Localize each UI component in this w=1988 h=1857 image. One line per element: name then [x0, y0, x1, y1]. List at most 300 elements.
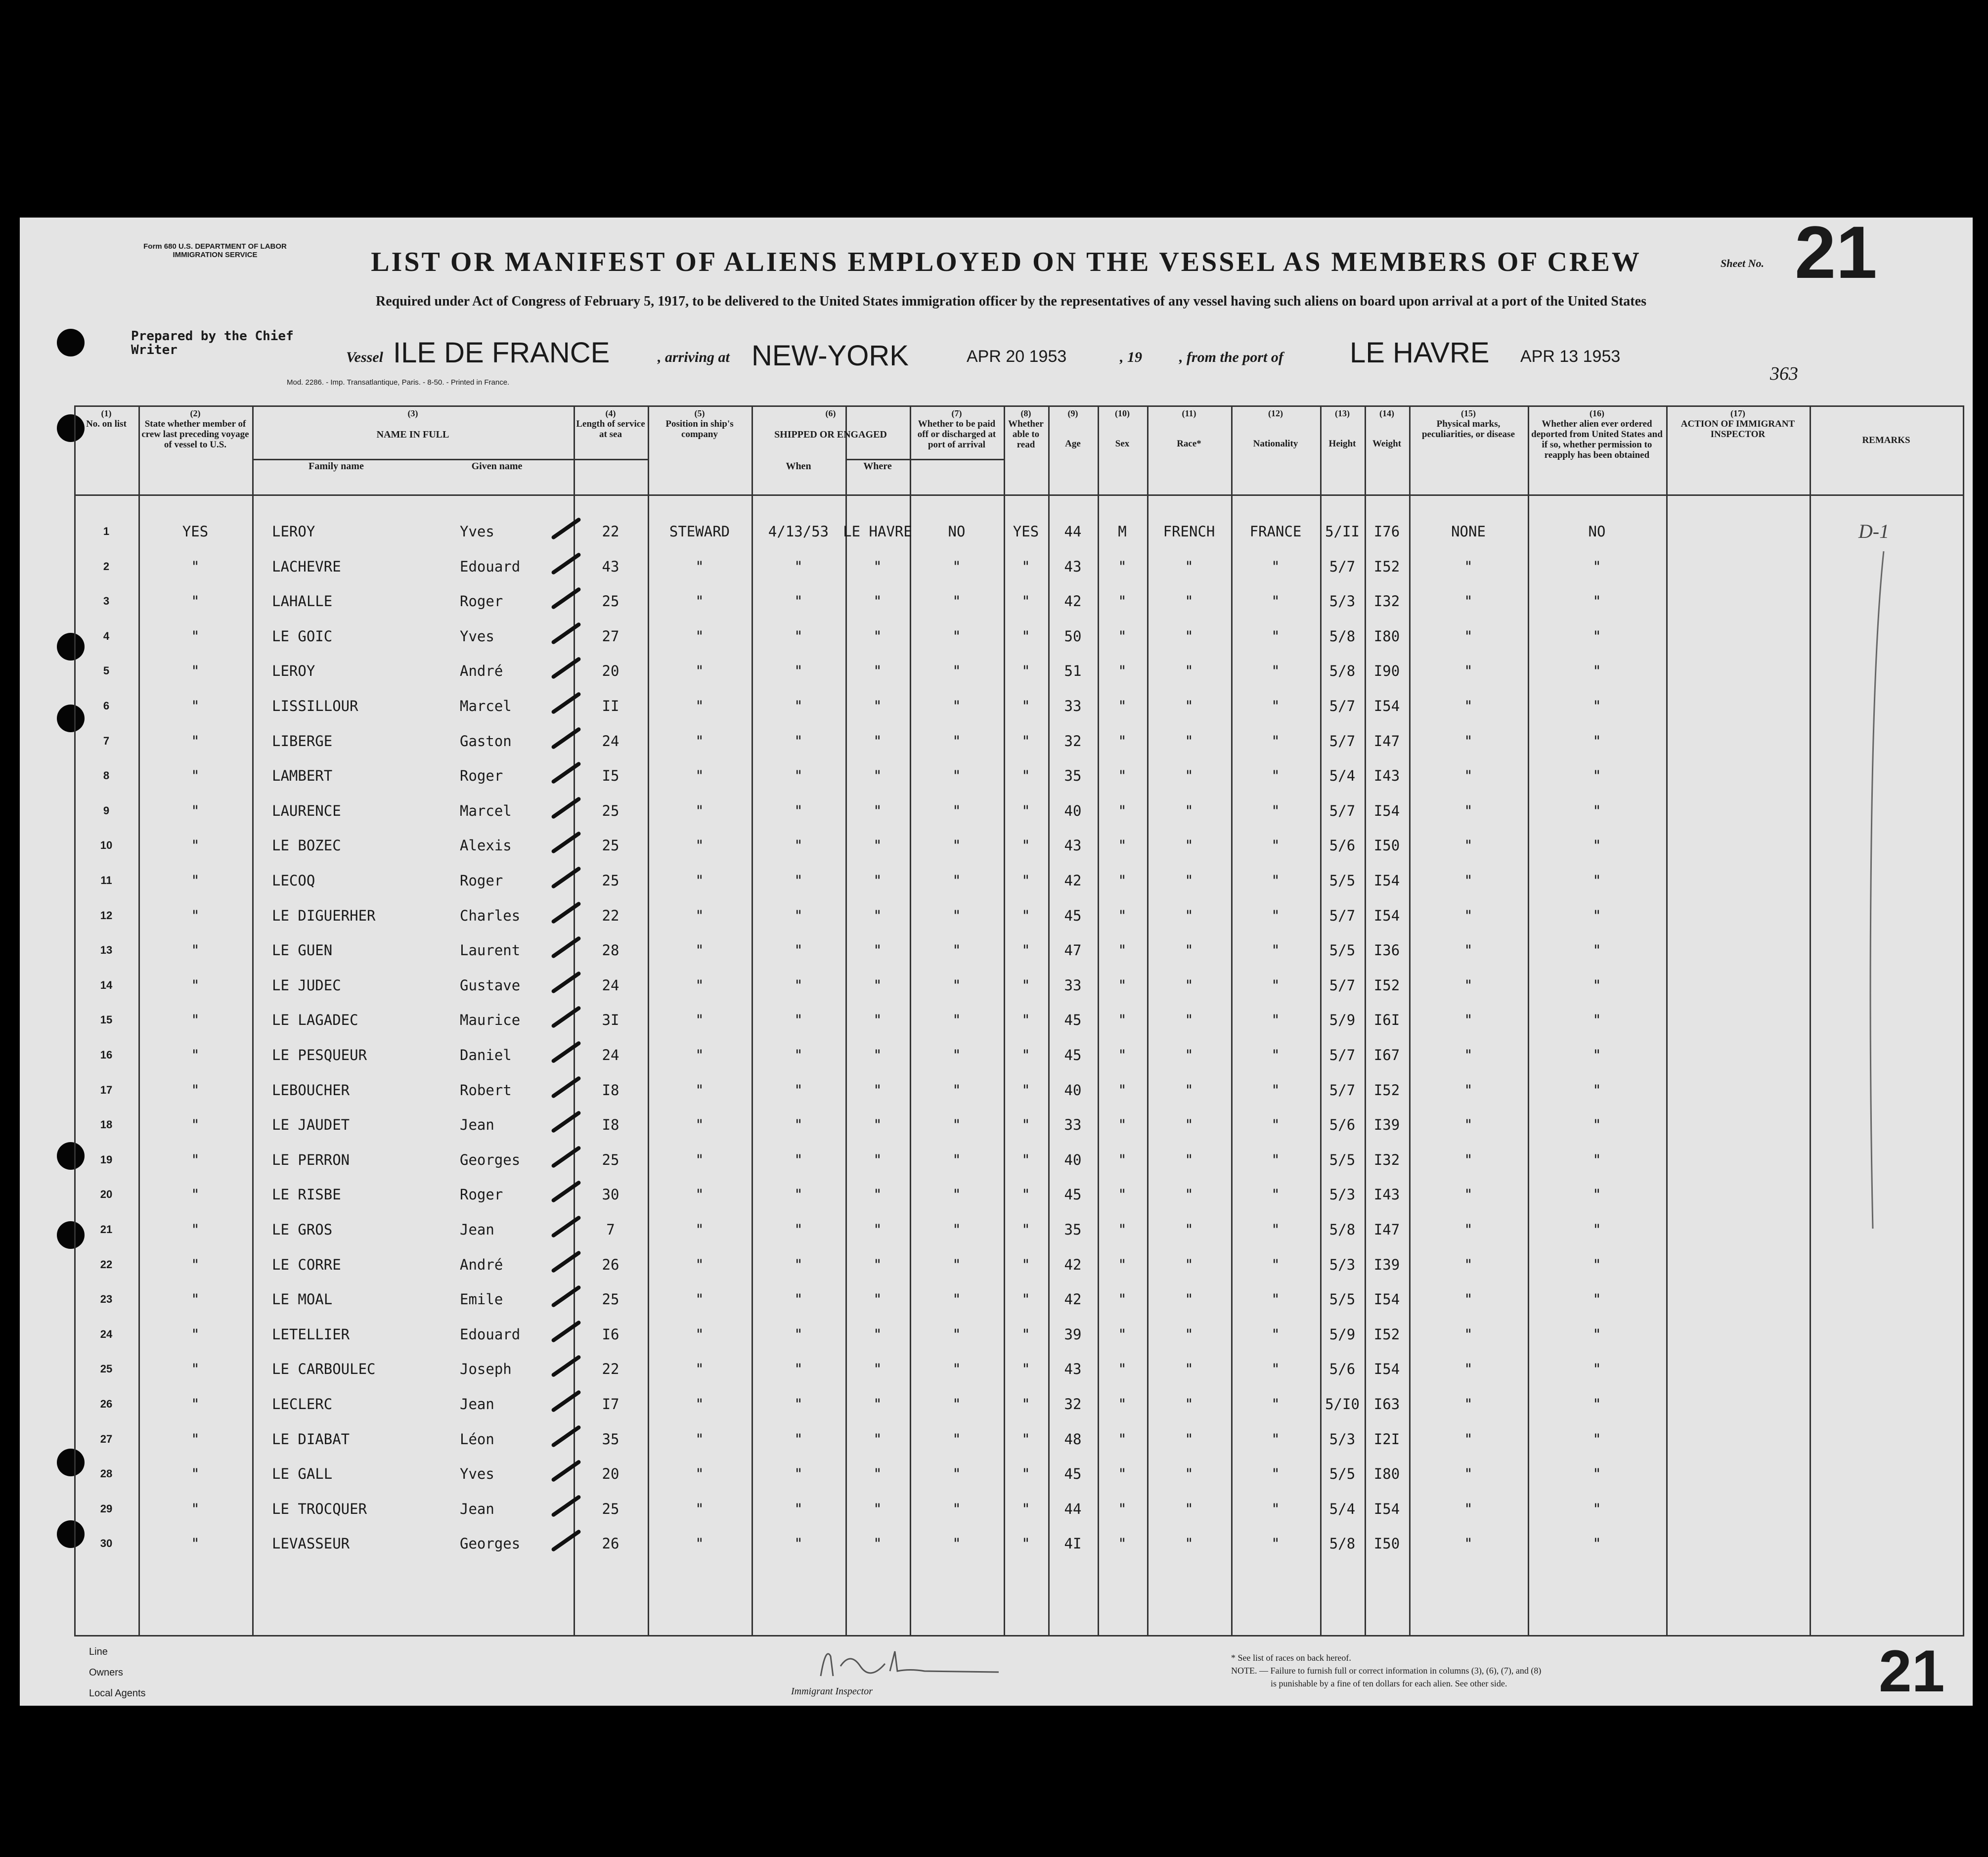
col-name-header — [254, 405, 572, 494]
sex-cell: " — [1118, 837, 1127, 854]
age-cell: 40 — [1064, 802, 1082, 819]
previous-voyage-cell: " — [191, 1256, 200, 1273]
previous-voyage-cell: " — [191, 1081, 200, 1099]
column-rule — [1409, 405, 1411, 1636]
service-cell: 25 — [602, 872, 619, 889]
shipped-where-cell: " — [873, 558, 882, 575]
service-cell: II — [602, 698, 619, 714]
age-cell: 42 — [1064, 593, 1082, 610]
previous-voyage-cell: " — [191, 1396, 200, 1413]
race-cell: " — [1185, 976, 1193, 994]
form-id: Form 680 U.S. DEPARTMENT OF LABOR IMMIGRATION SERVICE — [143, 242, 287, 259]
sex-cell: " — [1118, 558, 1127, 575]
prepared-by: Prepared by the Chief Writer — [131, 329, 294, 357]
column-rule — [1098, 405, 1099, 1636]
weight-cell: I43 — [1373, 1186, 1400, 1203]
row-number: 16 — [100, 1049, 113, 1061]
col-shipped-header — [753, 405, 908, 494]
check-mark — [551, 552, 581, 575]
check-mark — [551, 1110, 581, 1134]
race-cell: " — [1185, 1012, 1193, 1029]
paid-off-cell: " — [952, 1291, 961, 1308]
given-name-cell: Maurice — [460, 1012, 521, 1029]
shipped-where-cell: " — [873, 1047, 882, 1063]
position-cell: " — [695, 1256, 704, 1273]
sub-rule — [910, 459, 911, 494]
deported-cell: " — [1592, 976, 1601, 994]
read-cell: " — [1021, 593, 1030, 610]
height-cell: 5/4 — [1329, 1500, 1356, 1517]
age-cell: 39 — [1064, 1326, 1082, 1343]
sex-cell: " — [1118, 872, 1127, 889]
given-name-cell: Marcel — [460, 698, 512, 714]
family-name-cell: LISSILLOUR — [272, 698, 358, 714]
col-no-header — [76, 405, 136, 494]
col-age-header — [1050, 405, 1096, 494]
shipped-when-cell: " — [794, 802, 803, 819]
given-name-cell: Jean — [460, 1221, 494, 1238]
printer-info: Mod. 2286. - Imp. Transatlantique, Paris. - 8-50. - Printed in France. — [287, 378, 510, 387]
marks-cell: " — [1464, 627, 1473, 645]
row-number: 23 — [100, 1293, 113, 1306]
shipped-when-cell: 4/13/53 — [768, 523, 829, 540]
age-cell: 33 — [1064, 976, 1082, 994]
given-name-cell: Roger — [460, 767, 503, 785]
position-cell: " — [695, 663, 704, 680]
family-name-cell: LE PESQUEUR — [272, 1047, 367, 1063]
previous-voyage-cell: " — [191, 1012, 200, 1029]
race-cell: " — [1185, 1535, 1193, 1552]
given-name-cell: Alexis — [460, 837, 512, 854]
race-cell: " — [1185, 1221, 1193, 1238]
race-cell: FRENCH — [1163, 523, 1215, 540]
weight-cell: I54 — [1373, 1361, 1400, 1378]
page-title: LIST OR MANIFEST OF ALIENS EMPLOYED ON THE VESSEL AS MEMBERS OF CREW — [371, 247, 1641, 277]
nationality-cell: " — [1271, 1116, 1280, 1134]
previous-voyage-cell: " — [191, 942, 200, 959]
column-label: SHIPPED OR ENGAGED — [774, 429, 887, 440]
read-cell: " — [1021, 1116, 1030, 1134]
inspector-signature — [811, 1641, 1009, 1686]
shipped-where-cell: " — [873, 1012, 882, 1029]
given-name-cell: Yves — [460, 523, 494, 540]
read-cell: " — [1021, 1151, 1030, 1168]
read-cell: " — [1021, 732, 1030, 750]
previous-voyage-cell: " — [191, 907, 200, 924]
paid-off-cell: " — [952, 1151, 961, 1168]
height-cell: 5/I0 — [1325, 1396, 1360, 1413]
given-name-cell: André — [460, 1256, 503, 1273]
year-label: , 19 — [1120, 349, 1142, 365]
column-number: (8) — [1020, 408, 1031, 418]
nationality-cell: " — [1271, 732, 1280, 750]
deported-cell: " — [1592, 872, 1601, 889]
position-cell: " — [695, 837, 704, 854]
paid-off-cell: " — [952, 1396, 961, 1413]
height-cell: 5/3 — [1329, 1186, 1356, 1203]
nationality-cell: " — [1271, 1256, 1280, 1273]
weight-cell: I52 — [1373, 976, 1400, 994]
family-name-cell: LE DIABAT — [272, 1430, 350, 1448]
manifest-sheet — [20, 211, 1973, 1706]
sex-cell: " — [1118, 1535, 1127, 1552]
line-label: Line — [89, 1646, 108, 1657]
position-cell: " — [695, 1535, 704, 1552]
column-label: Whether able to read — [1008, 419, 1044, 450]
height-cell: 5/8 — [1329, 1221, 1356, 1238]
marks-cell: " — [1464, 1326, 1473, 1343]
service-cell: 26 — [602, 1535, 619, 1552]
weight-cell: I47 — [1373, 732, 1400, 750]
sex-cell: " — [1118, 767, 1127, 785]
sex-cell: " — [1118, 1361, 1127, 1378]
given-name-cell: Gaston — [460, 732, 512, 750]
shipped-where-cell: " — [873, 1430, 882, 1448]
deported-cell: " — [1592, 907, 1601, 924]
note-fine: NOTE. — Failure to furnish full or correct information in columns (3), (6), (7), and (8) — [1231, 1666, 1542, 1676]
given-name-cell: Robert — [460, 1081, 512, 1099]
marks-cell: " — [1464, 558, 1473, 575]
deported-cell: " — [1592, 1535, 1601, 1552]
column-label: Sex — [1115, 439, 1130, 449]
deported-cell: " — [1592, 558, 1601, 575]
nationality-cell: " — [1271, 1081, 1280, 1099]
given-name-cell: Joseph — [460, 1361, 512, 1378]
age-cell: 47 — [1064, 942, 1082, 959]
family-name-cell: LAHALLE — [272, 593, 333, 610]
weight-cell: I39 — [1373, 1116, 1400, 1134]
given-name-cell: Emile — [460, 1291, 503, 1308]
nationality-cell: " — [1271, 1326, 1280, 1343]
weight-cell: I50 — [1373, 837, 1400, 854]
family-name-cell: LAMBERT — [272, 767, 333, 785]
from-port: LE HAVRE — [1350, 337, 1490, 369]
height-cell: 5/7 — [1329, 976, 1356, 994]
position-cell: " — [695, 767, 704, 785]
weight-cell: I52 — [1373, 1326, 1400, 1343]
shipped-when-cell: " — [794, 1291, 803, 1308]
deported-cell: " — [1592, 1396, 1601, 1413]
col-weight-header — [1367, 405, 1407, 494]
column-label: Whether to be paid off or discharged at port of arrival — [917, 419, 996, 450]
position-cell: " — [695, 1465, 704, 1483]
sex-cell: " — [1118, 1012, 1127, 1029]
shipped-when-cell: " — [794, 732, 803, 750]
row-number: 29 — [100, 1502, 113, 1515]
given-name-cell: Daniel — [460, 1047, 512, 1063]
family-name-cell: LE RISBE — [272, 1186, 341, 1203]
check-mark — [551, 971, 581, 994]
age-cell: 44 — [1064, 1500, 1082, 1517]
family-name-cell: LEROY — [272, 663, 315, 680]
marks-cell: " — [1464, 802, 1473, 819]
shipped-when-cell: " — [794, 976, 803, 994]
column-rule — [138, 405, 140, 1636]
sheet-number: 21 — [1795, 211, 1877, 294]
sex-cell: " — [1118, 1151, 1127, 1168]
read-cell: " — [1021, 1291, 1030, 1308]
paid-off-cell: " — [952, 732, 961, 750]
check-mark — [551, 587, 581, 610]
family-name-cell: LE BOZEC — [272, 837, 341, 854]
check-mark — [551, 1424, 581, 1448]
given-name-cell: Roger — [460, 593, 503, 610]
age-cell: 43 — [1064, 558, 1082, 575]
column-label: Length of service at sea — [576, 419, 645, 440]
col-action-header — [1668, 405, 1808, 494]
column-rule — [1528, 405, 1529, 1636]
marks-cell: " — [1464, 593, 1473, 610]
weight-cell: I54 — [1373, 1291, 1400, 1308]
family-name-cell: LE GALL — [272, 1465, 333, 1483]
shipped-where-cell: " — [873, 1465, 882, 1483]
service-cell: 22 — [602, 1361, 619, 1378]
marks-cell: " — [1464, 1535, 1473, 1552]
nationality-cell: " — [1271, 1151, 1280, 1168]
read-cell: " — [1021, 907, 1030, 924]
previous-voyage-cell: " — [191, 1361, 200, 1378]
col-paid-off-header — [912, 405, 1002, 494]
deported-cell: " — [1592, 1081, 1601, 1099]
previous-voyage-cell: YES — [182, 523, 209, 540]
read-cell: " — [1021, 942, 1030, 959]
nationality-cell: " — [1271, 1396, 1280, 1413]
check-mark — [551, 1145, 581, 1168]
weight-cell: I67 — [1373, 1047, 1400, 1063]
race-cell: " — [1185, 627, 1193, 645]
family-name-cell: LE GOIC — [272, 627, 333, 645]
check-mark — [551, 1250, 581, 1273]
read-cell: " — [1021, 1361, 1030, 1378]
previous-voyage-cell: " — [191, 663, 200, 680]
age-cell: 40 — [1064, 1151, 1082, 1168]
row-number: 5 — [103, 664, 110, 677]
weight-cell: I54 — [1373, 1500, 1400, 1517]
service-cell: 22 — [602, 907, 619, 924]
weight-cell: I50 — [1373, 1535, 1400, 1552]
height-cell: 5/II — [1325, 523, 1360, 540]
height-cell: 5/6 — [1329, 1361, 1356, 1378]
note-races: * See list of races on back hereof. — [1231, 1653, 1351, 1663]
marks-cell: " — [1464, 1256, 1473, 1273]
shipped-when-cell: " — [794, 767, 803, 785]
position-cell: " — [695, 593, 704, 610]
shipped-when-cell: " — [794, 1151, 803, 1168]
race-cell: " — [1185, 1116, 1193, 1134]
col-nationality-header — [1233, 405, 1318, 494]
note-fine-cont: is punishable by a fine of ten dollars for each alien. See other side. — [1271, 1679, 1507, 1688]
height-cell: 5/3 — [1329, 593, 1356, 610]
shipped-when-cell: " — [794, 558, 803, 575]
read-cell: " — [1021, 1081, 1030, 1099]
column-number: (11) — [1182, 408, 1196, 418]
shipped-when-cell: " — [794, 1465, 803, 1483]
crew-table — [74, 405, 1963, 1636]
age-cell: 33 — [1064, 698, 1082, 714]
position-cell: " — [695, 1500, 704, 1517]
remark-line — [1854, 546, 1913, 1238]
deported-cell: " — [1592, 1012, 1601, 1029]
inspector-label: Immigrant Inspector — [791, 1686, 873, 1697]
age-cell: 45 — [1064, 907, 1082, 924]
height-cell: 5/6 — [1329, 1116, 1356, 1134]
height-cell: 5/5 — [1329, 1291, 1356, 1308]
given-name-cell: Laurent — [460, 942, 521, 959]
deported-cell: " — [1592, 732, 1601, 750]
paid-off-cell: " — [952, 942, 961, 959]
check-mark — [551, 1390, 581, 1413]
shipped-where-cell: " — [873, 663, 882, 680]
sex-cell: " — [1118, 1047, 1127, 1063]
column-rule — [751, 405, 753, 1636]
sex-cell: " — [1118, 1396, 1127, 1413]
position-cell: STEWARD — [669, 523, 730, 540]
position-cell: " — [695, 942, 704, 959]
column-number: (15) — [1461, 408, 1476, 418]
shipped-where-cell: " — [873, 732, 882, 750]
sex-cell: " — [1118, 1291, 1127, 1308]
weight-cell: I43 — [1373, 767, 1400, 785]
family-name-cell: LE LAGADEC — [272, 1012, 358, 1029]
position-cell: " — [695, 1430, 704, 1448]
height-cell: 5/7 — [1329, 558, 1356, 575]
service-cell: 25 — [602, 802, 619, 819]
height-cell: 5/5 — [1329, 872, 1356, 889]
previous-voyage-cell: " — [191, 1186, 200, 1203]
service-cell: 3I — [602, 1012, 619, 1029]
given-name-cell: Marcel — [460, 802, 512, 819]
position-cell: " — [695, 1396, 704, 1413]
race-cell: " — [1185, 1256, 1193, 1273]
subheader-family: Family name — [309, 461, 364, 472]
header-rule — [74, 494, 1963, 496]
deported-cell: " — [1592, 1047, 1601, 1063]
shipped-where-cell: " — [873, 872, 882, 889]
arrival-date: APR 20 1953 — [967, 347, 1067, 366]
height-cell: 5/7 — [1329, 1081, 1356, 1099]
service-cell: 20 — [602, 663, 619, 680]
footer-note — [1231, 1651, 1541, 1690]
service-cell: 25 — [602, 1291, 619, 1308]
nationality-cell: " — [1271, 802, 1280, 819]
row-number: 18 — [100, 1118, 113, 1131]
nationality-cell: " — [1271, 1430, 1280, 1448]
family-name-cell: LE JUDEC — [272, 976, 341, 994]
read-cell: " — [1021, 1326, 1030, 1343]
age-cell: 40 — [1064, 1081, 1082, 1099]
column-number: (16) — [1590, 408, 1604, 418]
service-cell: 25 — [602, 1500, 619, 1517]
check-mark — [551, 692, 581, 715]
shipped-when-cell: " — [794, 593, 803, 610]
deported-cell: " — [1592, 1361, 1601, 1378]
column-number: (10) — [1115, 408, 1130, 418]
race-cell: " — [1185, 1361, 1193, 1378]
sex-cell: " — [1118, 627, 1127, 645]
sex-cell: " — [1118, 1326, 1127, 1343]
column-label: Position in ship's company — [665, 419, 734, 440]
marks-cell: " — [1464, 872, 1473, 889]
race-cell: " — [1185, 907, 1193, 924]
position-cell: " — [695, 1326, 704, 1343]
deported-cell: " — [1592, 1221, 1601, 1238]
row-number: 26 — [100, 1398, 113, 1410]
service-cell: 43 — [602, 558, 619, 575]
shipped-when-cell: " — [794, 942, 803, 959]
previous-voyage-cell: " — [191, 1500, 200, 1517]
deported-cell: " — [1592, 663, 1601, 680]
deported-cell: " — [1592, 1151, 1601, 1168]
read-cell: " — [1021, 1465, 1030, 1483]
age-cell: 32 — [1064, 732, 1082, 750]
column-label: NAME IN FULL — [376, 429, 449, 440]
check-mark — [551, 1320, 581, 1343]
row-number: 21 — [100, 1223, 113, 1236]
shipped-when-cell: " — [794, 1430, 803, 1448]
column-rule — [252, 405, 254, 1636]
marks-cell: " — [1464, 1012, 1473, 1029]
deported-cell: " — [1592, 802, 1601, 819]
read-cell: " — [1021, 1535, 1030, 1552]
shipped-where-cell: " — [873, 1500, 882, 1517]
position-cell: " — [695, 1151, 704, 1168]
shipped-when-cell: " — [794, 837, 803, 854]
column-number: (7) — [951, 408, 962, 418]
previous-voyage-cell: " — [191, 1465, 200, 1483]
read-cell: " — [1021, 837, 1030, 854]
deported-cell: " — [1592, 1186, 1601, 1203]
height-cell: 5/4 — [1329, 767, 1356, 785]
weight-cell: I52 — [1373, 1081, 1400, 1099]
column-rule — [1963, 405, 1964, 1636]
race-cell: " — [1185, 698, 1193, 714]
read-cell: " — [1021, 627, 1030, 645]
departure-date: APR 13 1953 — [1520, 347, 1621, 366]
column-rule — [1666, 405, 1668, 1636]
weight-cell: I54 — [1373, 907, 1400, 924]
marks-cell: " — [1464, 1186, 1473, 1203]
position-cell: " — [695, 907, 704, 924]
service-cell: 22 — [602, 523, 619, 540]
weight-cell: I39 — [1373, 1256, 1400, 1273]
shipped-where-cell: " — [873, 1081, 882, 1099]
shipped-where-cell: " — [873, 593, 882, 610]
deported-cell: " — [1592, 837, 1601, 854]
column-number: (2) — [190, 408, 201, 418]
shipped-where-cell: " — [873, 698, 882, 714]
previous-voyage-cell: " — [191, 837, 200, 854]
row-number: 3 — [103, 595, 110, 608]
height-cell: 5/8 — [1329, 1535, 1356, 1552]
shipped-when-cell: " — [794, 872, 803, 889]
nationality-cell: " — [1271, 1186, 1280, 1203]
nationality-cell: " — [1271, 1047, 1280, 1063]
row-number: 14 — [100, 978, 113, 991]
shipped-when-cell: " — [794, 1396, 803, 1413]
row-number: 17 — [100, 1083, 113, 1096]
position-cell: " — [695, 698, 704, 714]
vessel-name: ILE DE FRANCE — [393, 337, 610, 369]
row-number: 11 — [100, 874, 112, 886]
row-number: 25 — [100, 1363, 113, 1375]
marks-cell: " — [1464, 907, 1473, 924]
col-service-header — [575, 405, 646, 494]
race-cell: " — [1185, 1186, 1193, 1203]
marks-cell: NONE — [1451, 523, 1486, 540]
weight-cell: I54 — [1373, 872, 1400, 889]
position-cell: " — [695, 1186, 704, 1203]
subheader-when: When — [786, 461, 811, 472]
